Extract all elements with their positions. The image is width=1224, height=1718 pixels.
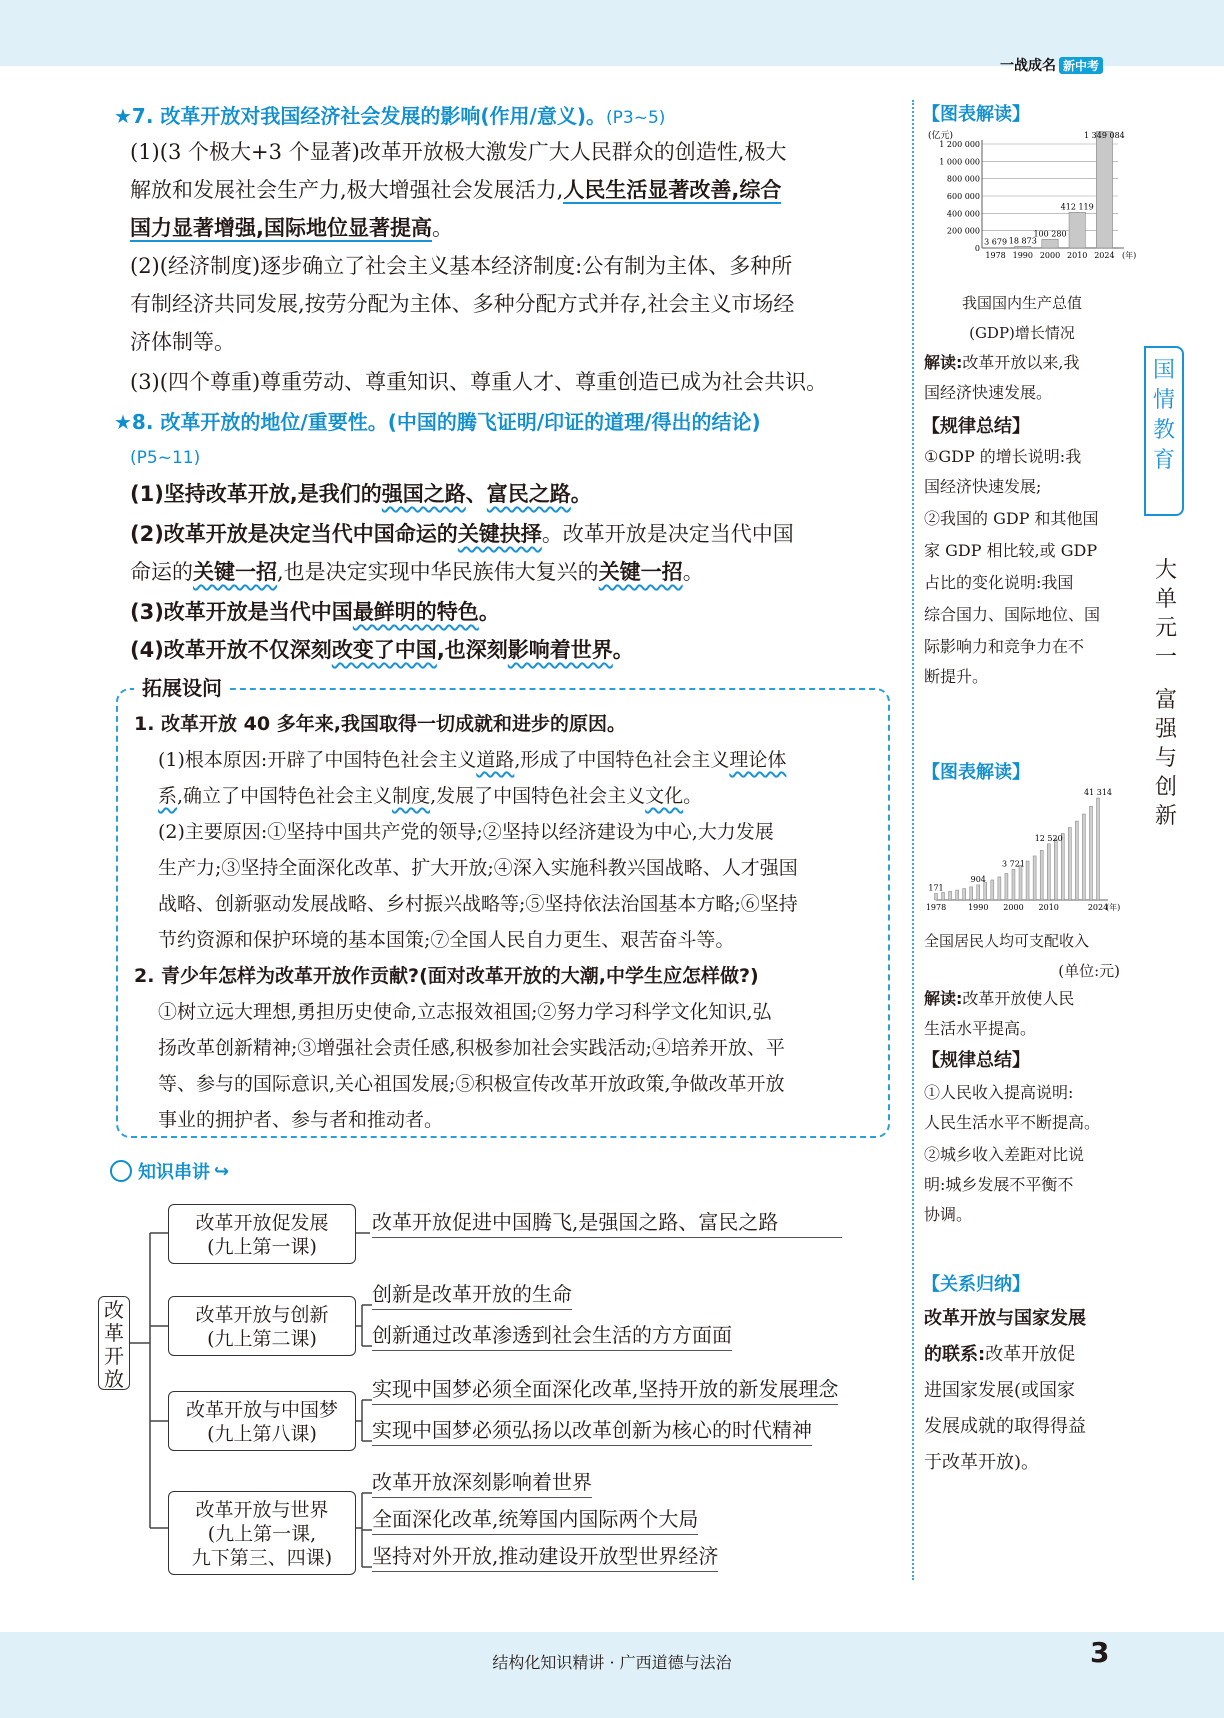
s7-line-2: 解放和发展社会生产力,极大增强社会发展活力,人民生活显著改善,综合 xyxy=(130,178,782,202)
bar xyxy=(1082,814,1085,900)
sidebar-divider xyxy=(912,100,914,1580)
s7-line-7: (3)(四个尊重)尊重劳动、尊重知识、尊重人才、尊重创造已成为社会共识。 xyxy=(130,370,828,394)
x-axis-label: (年) xyxy=(1122,251,1137,260)
swirl-icon: ↪ xyxy=(214,1160,230,1182)
ext-q2-a2: 扬改革创新精神;③增强社会责任感,积极参加社会实践活动;④培养开放、平 xyxy=(158,1037,785,1059)
bar xyxy=(1075,821,1078,900)
y-tick-label: 200 000 xyxy=(946,226,980,236)
mindmap-node-1: 改革开放促发展 (九上第一课) xyxy=(168,1204,356,1264)
mindmap-leaf: 坚持对外开放,推动建设开放型世界经济 xyxy=(372,1540,718,1572)
mindmap-node-2: 改革开放与创新 (九上第二课) xyxy=(168,1296,356,1356)
ext-q1-c2: 生产力;③坚持全面深化改革、扩大开放;④深入实施科教兴国战略、人才强国 xyxy=(158,857,798,879)
s7-line-3: 国力显著增强,国际地位显著提高。 xyxy=(130,216,453,240)
x-axis-label: (年) xyxy=(1106,903,1121,912)
section-7-title: ★7. 改革开放对我国经济社会发展的影响(作用/意义)。(P3~5) xyxy=(114,104,666,128)
interp-2: 解读:改革开放使人民 xyxy=(924,989,1075,1008)
s8-line-3: 命运的关键一招,也是决定实现中华民族伟大复兴的关键一招。 xyxy=(130,560,704,584)
gdp-chart xyxy=(922,130,1137,282)
data-label: 1 349 084 xyxy=(1084,131,1125,140)
bar xyxy=(942,892,945,900)
x-tick-label: 2024 xyxy=(1094,251,1115,260)
data-label: 12 520 xyxy=(1034,833,1063,843)
data-label: 904 xyxy=(970,874,986,884)
bar xyxy=(956,890,959,900)
data-label: 100 280 xyxy=(1033,229,1067,239)
bar xyxy=(1005,873,1008,900)
s8-line-4: (3)改革开放是当代中国最鲜明的特色。 xyxy=(130,600,500,624)
rule2-line: 人民生活水平不断提高。 xyxy=(924,1113,1101,1132)
mindmap-node-4: 改革开放与世界 (九上第一课, 九下第三、四课) xyxy=(168,1491,356,1575)
y-tick-label: 0 xyxy=(974,244,980,253)
ext-q1-b: 系,确立了中国特色社会主义制度,发展了中国特色社会主义文化。 xyxy=(158,785,703,807)
bar xyxy=(1089,806,1092,900)
bar xyxy=(935,893,938,900)
bar xyxy=(963,889,966,900)
bar xyxy=(1061,833,1064,900)
relation-bold-1: 改革开放与国家发展 xyxy=(924,1308,1086,1329)
mindmap-leaf: 创新通过改革渗透到社会生活的方方面面 xyxy=(372,1319,732,1351)
rule2-line: ②城乡收入差距对比说 xyxy=(924,1145,1085,1164)
rule1-line: 断提升。 xyxy=(924,667,989,686)
sidebar-heading-chart-1: 【图表解读】 xyxy=(922,104,1030,125)
mindmap-root: 改革开放 xyxy=(98,1296,130,1390)
bar xyxy=(991,880,994,900)
mindmap-title: 知识串讲 ↪ xyxy=(110,1158,229,1184)
x-tick-label: 2010 xyxy=(1067,251,1088,260)
gdp-chart-caption-2: (GDP)增长情况 xyxy=(969,324,1075,342)
ext-q1-c3: 战略、创新驱动发展战略、乡村振兴战略等;⑤坚持依法治国基本方略;⑥坚持 xyxy=(158,893,798,915)
unit-title-vertical: 大 单 元 一 富 强 与 创 新 xyxy=(1154,558,1177,829)
ext-q2-a1: ①树立远大理想,勇担历史使命,立志报效祖国;②努力学习科学文化知识,弘 xyxy=(158,1001,772,1023)
mindmap-leaf: 改革开放深刻影响着世界 xyxy=(372,1466,592,1498)
rule1-line: 占比的变化说明:我国 xyxy=(924,573,1074,592)
data-label: 3 679 xyxy=(984,237,1008,247)
interp-2b: 生活水平提高。 xyxy=(924,1019,1037,1038)
data-label: 18 873 xyxy=(1008,236,1037,246)
x-tick-label: 2000 xyxy=(1039,251,1061,260)
mindmap-leaf: 全面深化改革,统筹国内国际两个大局 xyxy=(372,1503,698,1535)
bar xyxy=(1069,212,1085,248)
mindmap-leaf: 实现中国梦必须全面深化改革,坚持开放的新发展理念 xyxy=(372,1373,838,1405)
x-tick-label: 2010 xyxy=(1038,903,1059,912)
relation-line: 于改革开放)。 xyxy=(924,1452,1040,1473)
side-tab[interactable]: 国情教育 xyxy=(1144,346,1184,516)
ext-q2: 2. 青少年怎样为改革开放作贡献?(面对改革开放的大潮,中学生应怎样做?) xyxy=(134,965,759,987)
footer-text: 结构化知识精讲 · 广西道德与法治 xyxy=(492,1653,732,1672)
rule1-line: ②我国的 GDP 和其他国 xyxy=(924,509,1099,528)
ext-q2-a3: 等、参与的国际意识,关心祖国发展;⑤积极宣传改革开放政策,争做改革开放 xyxy=(158,1073,785,1095)
rule2-line: ①人民收入提高说明: xyxy=(924,1083,1074,1102)
s7-line-5: 有制经济共同发展,按劳分配为主体、多种分配方式并存,社会主义市场经 xyxy=(130,292,795,316)
bar xyxy=(1047,844,1050,900)
rule1-line: 综合国力、国际地位、国 xyxy=(924,605,1101,624)
y-tick-label: 800 000 xyxy=(946,174,980,184)
interp-1b: 国经济快速发展。 xyxy=(924,383,1053,402)
bar xyxy=(984,883,987,900)
y-tick-label: 1 200 000 xyxy=(939,140,980,149)
bar xyxy=(970,887,973,900)
s8-line-2: (2)改革开放是决定当代中国命运的关键抉择。改革开放是决定当代中国 xyxy=(130,522,794,546)
bar xyxy=(1068,827,1071,900)
y-tick-label: 1 000 000 xyxy=(939,157,980,167)
data-label: 41 314 xyxy=(1084,788,1112,797)
section-8-ref: (P5~11) xyxy=(130,448,201,468)
income-chart xyxy=(922,788,1134,920)
income-chart-caption-1: 全国居民人均可支配收入 xyxy=(924,932,1090,950)
sidebar-heading-relation: 【关系归纳】 xyxy=(922,1274,1030,1295)
bar xyxy=(1097,798,1100,900)
relation-line: 发展成就的取得得益 xyxy=(924,1416,1086,1437)
mindmap-leaf: 创新是改革开放的生命 xyxy=(372,1278,572,1310)
ext-q1: 1. 改革开放 40 多年来,我国取得一切成就和进步的原因。 xyxy=(134,713,626,735)
bar xyxy=(977,885,980,900)
bottom-banner xyxy=(0,1632,1224,1718)
bar xyxy=(1015,246,1031,248)
ext-q2-a4: 事业的拥护者、参与者和推动者。 xyxy=(158,1109,444,1131)
gdp-chart-caption-1: 我国国内生产总值 xyxy=(961,294,1082,312)
y-tick-label: 600 000 xyxy=(946,192,980,201)
x-tick-label: 1990 xyxy=(1012,251,1033,260)
relation-line: 进国家发展(或国家 xyxy=(924,1380,1076,1401)
extension-title: 拓展设问 xyxy=(134,672,230,701)
bar xyxy=(1054,839,1057,900)
x-tick-label: 2024 xyxy=(1087,903,1109,912)
s7-line-4: (2)(经济制度)逐步确立了社会主义基本经济制度:公有制为主体、多种所 xyxy=(130,254,793,278)
data-label: 3 721 xyxy=(1002,859,1025,869)
y-tick-label: 400 000 xyxy=(946,209,980,219)
mindmap-leaf: 实现中国梦必须弘扬以改革创新为核心的时代精神 xyxy=(372,1414,812,1446)
s8-line-5: (4)改革开放不仅深刻改变了中国,也深刻影响着世界。 xyxy=(130,638,634,662)
bar xyxy=(1012,869,1015,900)
y-axis-label: (亿元) xyxy=(928,131,954,141)
data-label: 412 119 xyxy=(1060,202,1094,212)
page-number: 3 xyxy=(1090,1636,1110,1669)
x-tick-label: 1978 xyxy=(985,251,1006,260)
brand-name: 一战成名 xyxy=(1000,58,1056,74)
bar xyxy=(949,891,952,900)
ext-q1-a: (1)根本原因:开辟了中国特色社会主义道路,形成了中国特色社会主义理论体 xyxy=(158,749,787,771)
brand-tag: 新中考 xyxy=(1059,57,1103,74)
ext-q1-c4: 节约资源和保护环境的基本国策;⑦全国人民自力更生、艰苦奋斗等。 xyxy=(158,929,735,951)
bar xyxy=(998,877,1001,900)
mindmap-node-3: 改革开放与中国梦 (九上第八课) xyxy=(168,1391,356,1451)
bar xyxy=(1026,861,1029,900)
section-8-title: ★8. 改革开放的地位/重要性。(中国的腾飞证明/印证的道理/得出的结论) xyxy=(114,410,761,434)
rule1-line: 家 GDP 相比较,或 GDP xyxy=(924,541,1098,560)
interp-1: 解读:改革开放以来,我 xyxy=(924,353,1080,372)
x-tick-label: 2000 xyxy=(1003,903,1024,912)
s7-line-1: (1)(3 个极大+3 个显著)改革开放极大激发广大人民群众的创造性,极大 xyxy=(130,140,787,164)
rule2-line: 协调。 xyxy=(924,1205,973,1224)
rule1-line: 际影响力和竞争力在不 xyxy=(924,637,1085,656)
rule1-line: ①GDP 的增长说明:我 xyxy=(924,447,1082,466)
x-tick-label: 1978 xyxy=(925,903,947,912)
mindmap-leaf: 改革开放促进中国腾飞,是强国之路、富民之路 xyxy=(372,1206,842,1238)
sidebar-heading-rule-1: 【规律总结】 xyxy=(922,416,1030,437)
bar xyxy=(1019,865,1022,900)
s7-line-6: 济体制等。 xyxy=(130,330,235,354)
sidebar-heading-rule-2: 【规律总结】 xyxy=(922,1050,1030,1071)
sidebar-heading-chart-2: 【图表解读】 xyxy=(922,762,1030,783)
bar xyxy=(1042,239,1058,248)
bar xyxy=(1096,132,1112,248)
bar xyxy=(1033,856,1036,900)
data-label: 171 xyxy=(928,883,944,893)
rule2-line: 明:城乡发展不平衡不 xyxy=(924,1175,1074,1194)
brand-logo xyxy=(997,56,1103,74)
bar xyxy=(1040,850,1043,900)
relation-line: 的联系:改革开放促 xyxy=(924,1344,1076,1365)
rule1-line: 国经济快速发展; xyxy=(924,477,1042,496)
income-chart-caption-2: (单位:元) xyxy=(1058,962,1120,980)
x-tick-label: 1990 xyxy=(968,903,989,912)
s8-line-1: (1)坚持改革开放,是我们的强国之路、富民之路。 xyxy=(130,482,592,506)
ext-q1-c1: (2)主要原因:①坚持中国共产党的领导;②坚持以经济建设为中心,大力发展 xyxy=(158,821,774,843)
